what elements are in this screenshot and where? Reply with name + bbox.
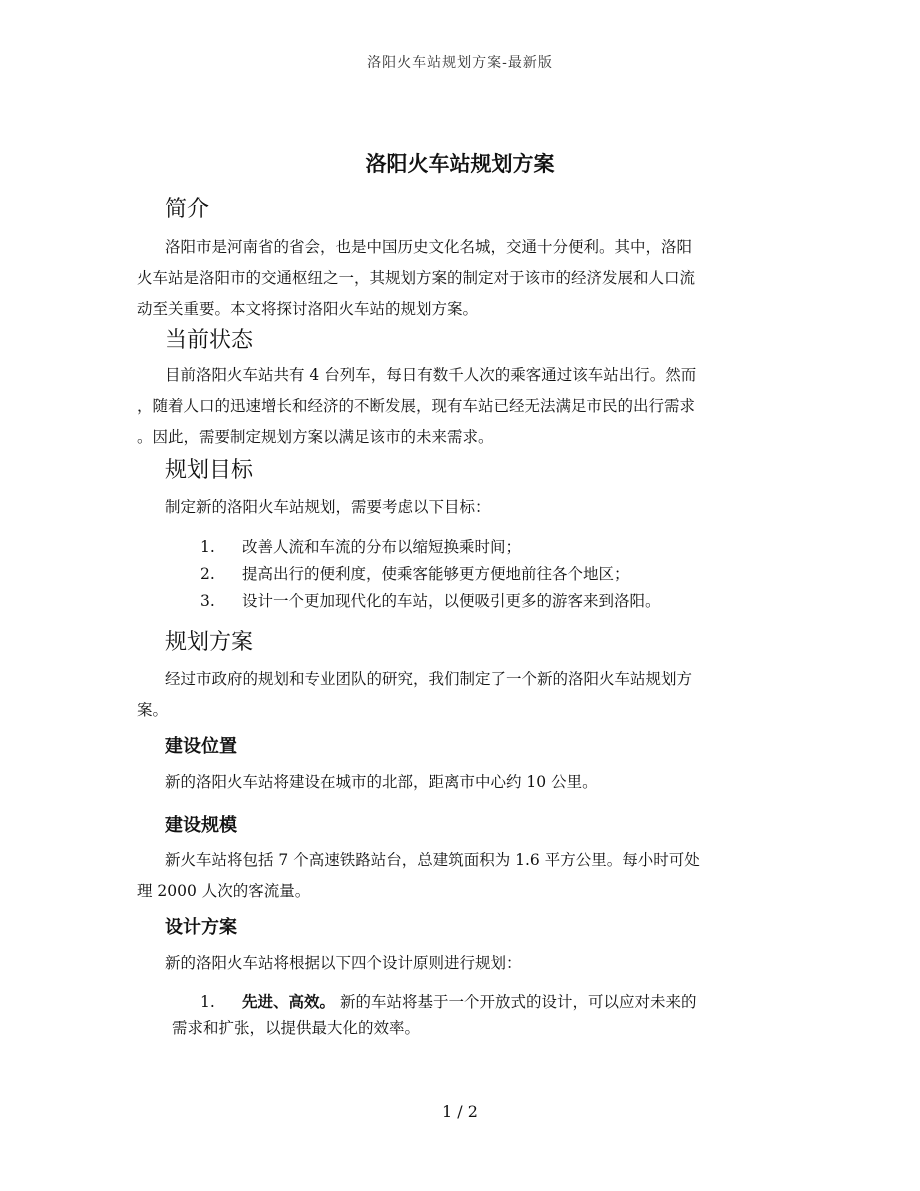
paragraph-plan (137, 664, 787, 726)
goal-item-3 (200, 589, 661, 611)
heading-scale: 建设规模 (165, 815, 237, 836)
design-item-1-continued (172, 1016, 420, 1038)
goal-item-1 (200, 535, 521, 557)
heading-status: 当前状态 (165, 328, 254, 353)
text-line: 洛阳市是河南省的省会，也是中国历史文化名城，交通十分便利。其中，洛阳 (165, 238, 693, 256)
list-text: 新的车站将基于一个开放式的设计，可以应对未来的 (339, 993, 697, 1011)
list-text: 改善人流和车流的分布以缩短换乘时间； (242, 538, 522, 556)
text-line: 新的洛阳火车站将根据以下四个设计原则进行规划： (165, 954, 522, 972)
paragraph-design-intro (165, 948, 815, 979)
paragraph-goals-intro (165, 492, 815, 523)
text-line: 新的洛阳火车站将建设在城市的北部，距离市中心约 10 公里。 (165, 773, 598, 791)
text-line: 新火车站将包括 7 个高速铁路站台，总建筑面积为 1.6 平方公里。每小时可处 (165, 851, 700, 869)
text-line: ，随着人口的迅速增长和经济的不断发展，现有车站已经无法满足市民的出行需求 (137, 397, 696, 415)
heading-design: 设计方案 (165, 917, 237, 938)
heading-plan: 规划方案 (165, 630, 254, 655)
text-line: 制定新的洛阳火车站规划，需要考虑以下目标： (165, 498, 491, 516)
design-item-1 (200, 990, 696, 1012)
text-line: 火车站是洛阳市的交通枢纽之一，其规划方案的制定对于该市的经济发展和人口流 (137, 269, 696, 287)
paragraph-intro (137, 232, 787, 325)
goal-item-2 (200, 562, 630, 584)
text-line: 案。 (137, 701, 169, 719)
text-line: 。因此，需要制定规划方案以满足该市的未来需求。 (137, 428, 494, 446)
list-text: 设计一个更加现代化的车站，以便吸引更多的游客来到洛阳。 (242, 592, 661, 610)
text-line: 经过市政府的规划和专业团队的研究，我们制定了一个新的洛阳火车站规划方 (165, 670, 693, 688)
paragraph-location (165, 767, 815, 798)
page-number: 1 / 2 (442, 1102, 478, 1121)
list-bold-lead: 先进、高效。 (242, 993, 336, 1011)
text-line: 理 2000 人次的客流量。 (137, 882, 311, 900)
heading-location: 建设位置 (165, 736, 237, 757)
list-number: 3. (200, 592, 215, 610)
heading-goals: 规划目标 (165, 458, 254, 483)
list-number: 2. (200, 565, 215, 583)
paragraph-scale (137, 845, 787, 907)
list-number: 1. (200, 993, 215, 1011)
document-title: 洛阳火车站规划方案 (365, 152, 555, 176)
list-text: 需求和扩张，以提供最大化的效率。 (172, 1019, 421, 1037)
heading-intro: 简介 (165, 197, 210, 222)
list-text: 提高出行的便利度，使乘客能够更方便地前往各个地区； (242, 565, 630, 583)
running-header: 洛阳火车站规划方案-最新版 (367, 55, 553, 71)
text-line: 动至关重要。本文将探讨洛阳火车站的规划方案。 (137, 300, 479, 318)
paragraph-status (137, 360, 787, 453)
text-line: 目前洛阳火车站共有 4 台列车，每日有数千人次的乘客通过该车站出行。然而 (165, 366, 697, 384)
list-number: 1. (200, 538, 215, 556)
